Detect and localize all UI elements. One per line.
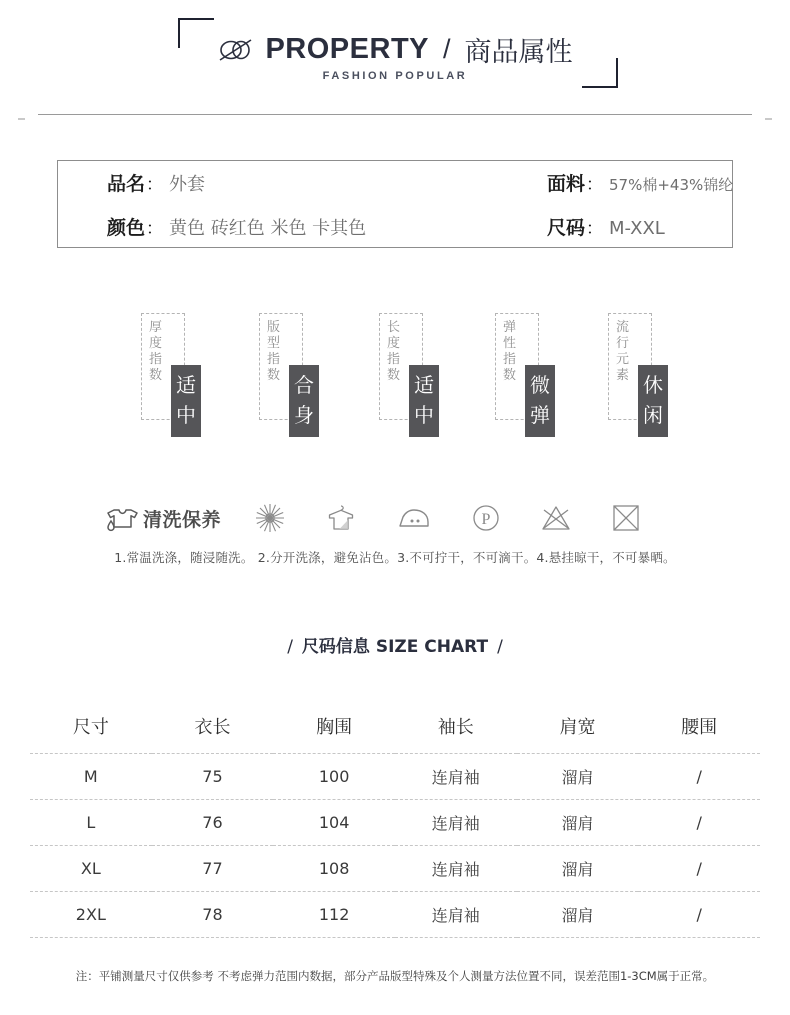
cell-shoulder: 溜肩 [517, 800, 639, 846]
cell-size: XL [30, 846, 152, 892]
table-row [30, 846, 760, 892]
care-title [104, 502, 221, 534]
table-header-row [30, 712, 760, 754]
info-value-color: 黄色 砖红色 米色 卡其色 [169, 217, 367, 239]
page-header [0, 0, 790, 115]
no-sun-dry-icon [255, 503, 285, 533]
badge-trend [608, 310, 682, 442]
cell-size: L [30, 800, 152, 846]
badge-elasticity-category: 弹性指数 [502, 320, 517, 383]
column-header-sleeve: 袖长 [437, 717, 474, 738]
cell-waist: / [638, 800, 760, 846]
cell-bust: 100 [273, 754, 395, 800]
badge-trend-value: 休闲 [643, 373, 663, 427]
badge-length-category: 长度指数 [386, 320, 401, 383]
badge-fit-value-box [289, 365, 319, 437]
cell-shoulder: 溜肩 [517, 892, 639, 938]
divider-tick-right [765, 118, 772, 120]
column-header-length: 衣长 [194, 717, 231, 738]
info-label-fabric: 面料 [547, 172, 586, 195]
page-title-separator: / [443, 34, 451, 64]
size-heading-cn: 尺码信息 [301, 637, 370, 657]
page-subtitle: FASHION POPULAR [322, 70, 468, 82]
table-row [30, 892, 760, 938]
column-header-size: 尺寸 [72, 717, 109, 738]
info-row-name [107, 169, 547, 196]
info-colon-color: ： [146, 218, 164, 238]
size-heading-slash-right: / [497, 637, 503, 657]
cell-shoulder: 溜肩 [517, 754, 639, 800]
care-note: 1.常温洗涤，随浸随洗。 2.分开洗涤，避免沾色。3.不可拧干，不可滴干。4.悬挂晾干，不可暴晒。 [114, 550, 676, 565]
attribute-badges [57, 310, 733, 445]
badge-thickness [141, 310, 215, 442]
badge-thickness-value-box [171, 365, 201, 437]
info-colon-name: ： [146, 174, 164, 194]
cell-size: M [30, 754, 152, 800]
cell-size: 2XL [30, 892, 152, 938]
iron-two-dots-icon [397, 505, 431, 531]
cell-bust: 112 [273, 892, 395, 938]
badge-length [379, 310, 453, 442]
size-heading-slash-left: / [287, 637, 293, 657]
care-instructions-row [104, 497, 684, 539]
cell-bust: 108 [273, 846, 395, 892]
badge-elasticity-value: 微弹 [530, 373, 550, 427]
dry-clean-p-icon [471, 503, 501, 533]
cell-length: 75 [152, 754, 274, 800]
info-label-size: 尺码 [547, 216, 586, 239]
care-title-label: 清洗保养 [143, 508, 222, 531]
table-row [30, 754, 760, 800]
cell-sleeve: 连肩袖 [395, 892, 517, 938]
cell-waist: / [638, 754, 760, 800]
tshirt-water-drop-icon [104, 502, 138, 534]
column-header-bust: 胸围 [316, 717, 353, 738]
info-row-fabric [547, 169, 733, 196]
info-value-name: 外套 [169, 173, 206, 195]
info-row-color [107, 213, 547, 240]
page-title-en: PROPERTY [265, 33, 429, 65]
cell-sleeve: 连肩袖 [395, 800, 517, 846]
cell-waist: / [638, 846, 760, 892]
cell-length: 77 [152, 846, 274, 892]
column-header-shoulder: 肩宽 [559, 717, 596, 738]
cell-shoulder: 溜肩 [517, 846, 639, 892]
cell-sleeve: 连肩袖 [395, 846, 517, 892]
info-label-name: 品名 [107, 172, 146, 195]
size-chart-heading [0, 632, 790, 657]
badge-fit [259, 310, 333, 442]
info-row-size [547, 213, 733, 240]
table-row [30, 800, 760, 846]
cell-length: 78 [152, 892, 274, 938]
size-chart-table [30, 712, 760, 938]
divider-tick-left [18, 118, 25, 120]
slashed-ellipse-logo-icon [217, 37, 253, 63]
badge-length-value-box [409, 365, 439, 437]
info-label-color: 颜色 [107, 216, 146, 239]
info-colon-size: ： [586, 218, 604, 238]
do-not-tumble-dry-icon [611, 503, 641, 533]
header-divider [38, 114, 752, 115]
size-chart-footer-note: 注：平铺测量尺寸仅供参考 不考虑弹力范围内数据，部分产品版型特殊及个人测量方法位置不同，误差范围1-3CM属于正常。 [75, 969, 715, 983]
badge-thickness-value: 适中 [176, 373, 196, 427]
badge-trend-value-box [638, 365, 668, 437]
svg-text:P: P [481, 511, 491, 528]
product-info-grid [57, 160, 733, 248]
info-colon-fabric: ： [586, 174, 604, 194]
size-heading-en: SIZE CHART [375, 637, 489, 657]
badge-fit-value: 合身 [294, 373, 314, 427]
page-title [0, 30, 790, 69]
cell-length: 76 [152, 800, 274, 846]
badge-fit-category: 版型指数 [266, 320, 281, 383]
info-value-fabric: 57%棉+43%锦纶 [609, 175, 734, 194]
cell-waist: / [638, 892, 760, 938]
info-value-size: M-XXL [609, 217, 665, 239]
cell-bust: 104 [273, 800, 395, 846]
badge-length-value: 适中 [414, 373, 434, 427]
badge-elasticity [495, 310, 569, 442]
badge-elasticity-value-box [525, 365, 555, 437]
hang-dry-shirt-icon [325, 502, 357, 534]
care-symbol-list [255, 502, 641, 534]
column-header-waist: 腰围 [681, 717, 718, 738]
do-not-bleach-icon [541, 504, 571, 532]
badge-thickness-category: 厚度指数 [148, 320, 163, 383]
badge-trend-category: 流行元素 [615, 320, 630, 383]
page-title-cn: 商品属性 [464, 37, 573, 68]
cell-sleeve: 连肩袖 [395, 754, 517, 800]
